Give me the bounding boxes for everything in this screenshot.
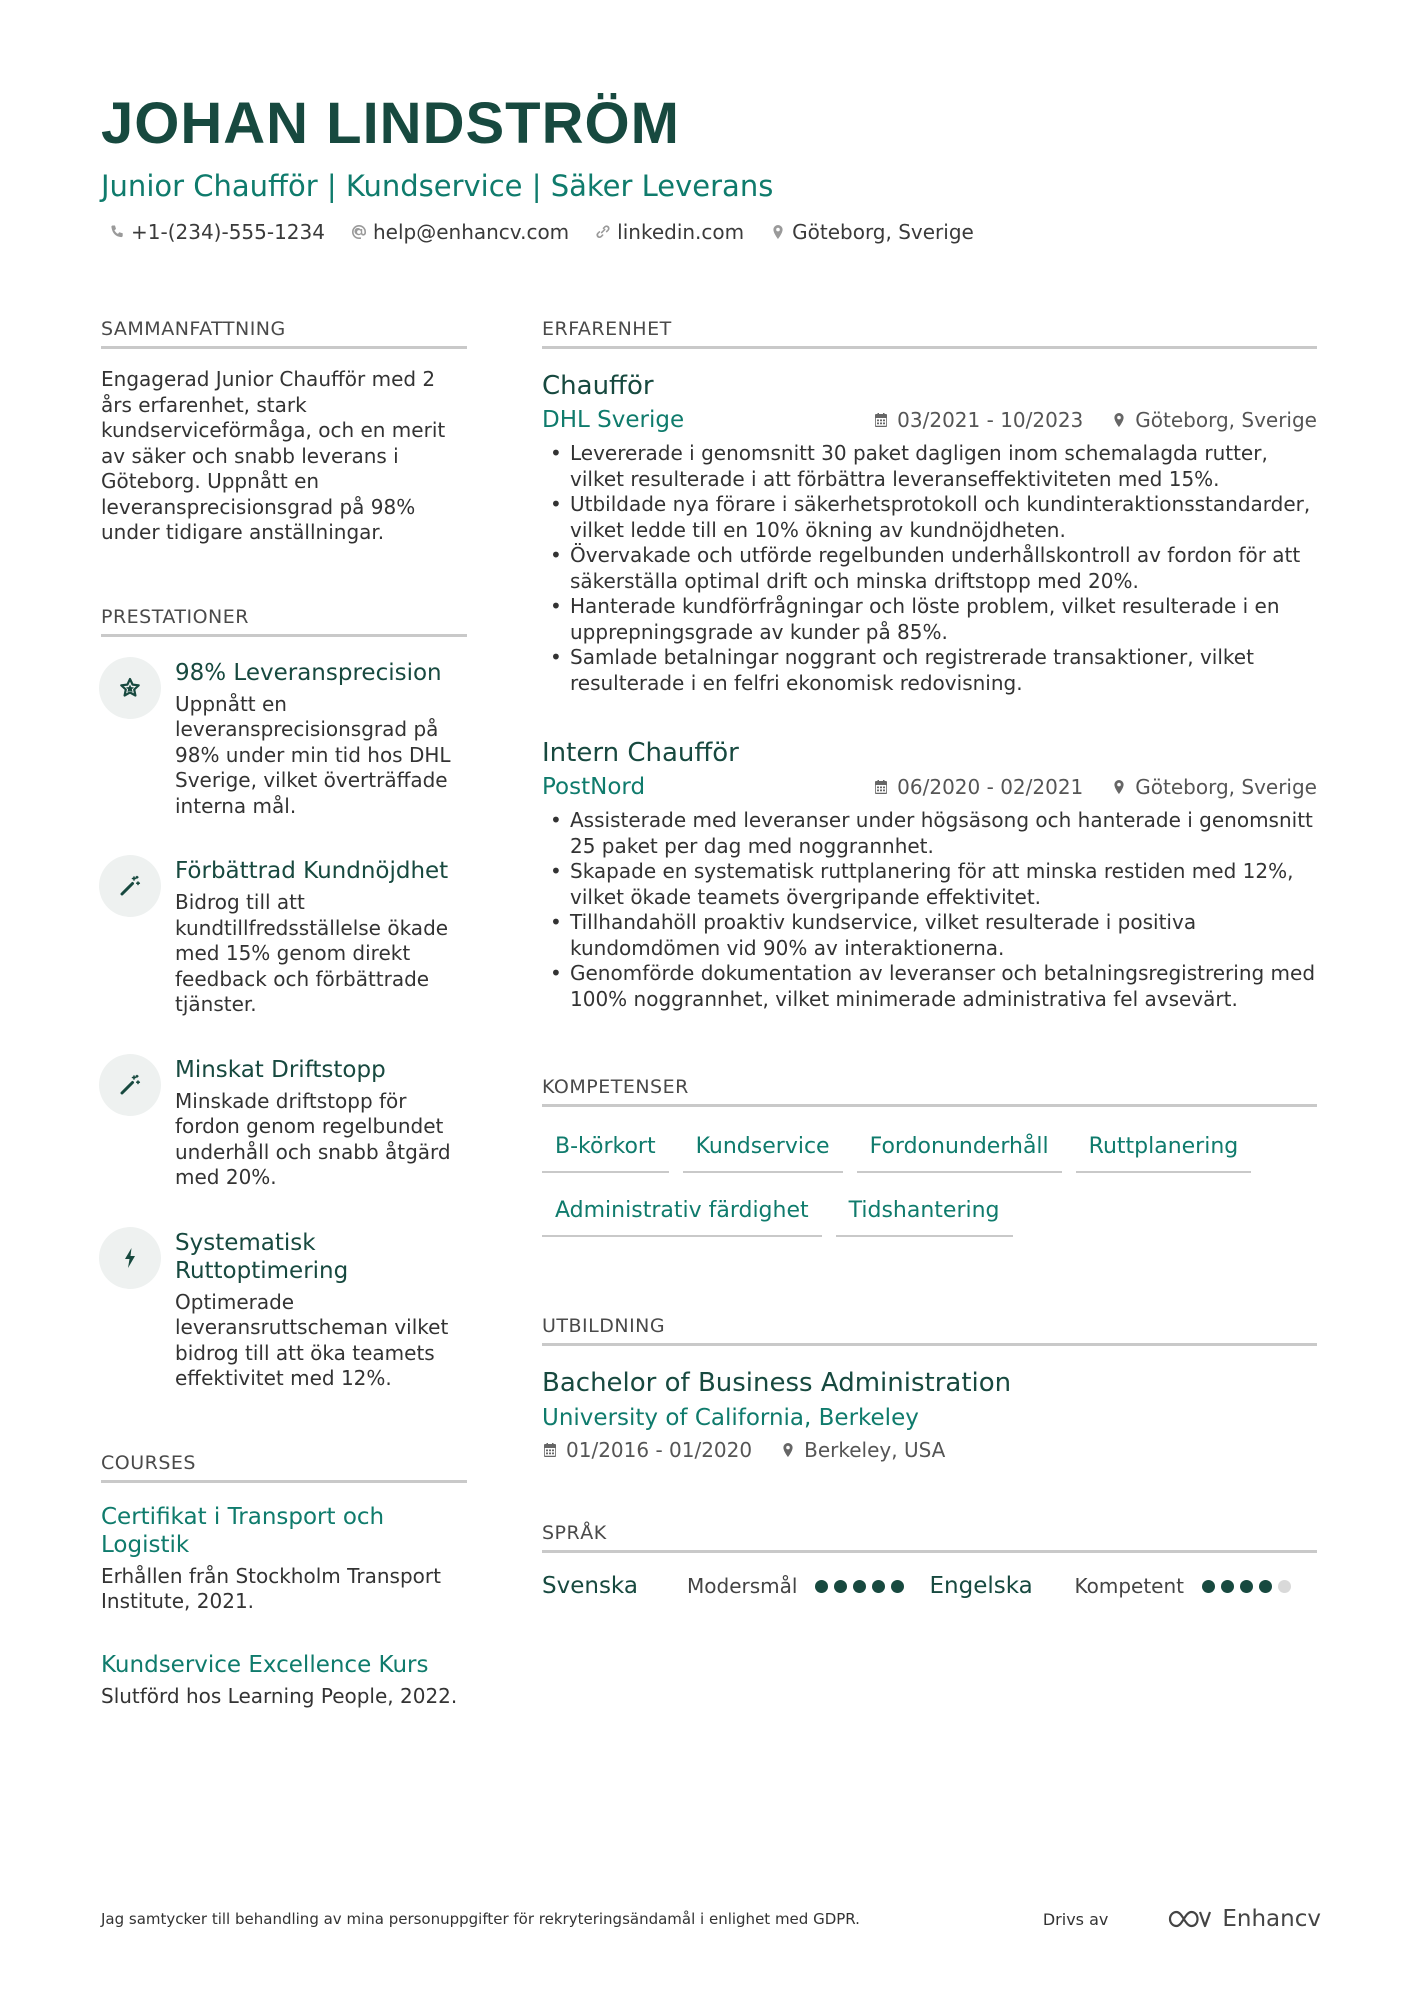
job-bullet: • Assisterade med leveranser under högsäsong och hanterade i genomsnitt 25 paket per dag med noggrannhet. [542, 808, 1317, 859]
job-bullet: • Hanterade kundförfrågningar och löste problem, vilket resulterade i en upprepningsgrade av kunder på 85%. [542, 594, 1317, 645]
gdpr-consent: Jag samtycker till behandling av mina personuppgifter för rekryteringsändamål i enlighet med GDPR. [101, 1910, 860, 1928]
course-title: Kundservice Excellence Kurs [101, 1651, 429, 1678]
powered-by [1043, 1906, 1321, 1932]
rating-dot-filled [1240, 1580, 1253, 1593]
courses-heading: COURSES [101, 1452, 467, 1483]
job-company: DHL Sverige [542, 407, 685, 433]
achievement-item [101, 855, 467, 1018]
languages-heading: SPRÅK [542, 1522, 1317, 1553]
achievement-title: Minskat Driftstopp [175, 1056, 386, 1083]
rating-dot-filled [815, 1580, 828, 1593]
experience-section [542, 318, 1317, 1012]
course-desc: Erhållen från Stockholm Transport Institute, 2021. [101, 1563, 441, 1613]
page-footer [101, 1906, 1321, 1932]
phone-icon [109, 224, 125, 240]
education-location-text: Berkeley, USA [804, 1438, 946, 1462]
achievement-item [101, 1227, 467, 1392]
language-item [930, 1573, 1318, 1599]
education-location [780, 1438, 945, 1462]
experience-heading: ERFARENHET [542, 318, 1317, 349]
achievement-title: Förbättrad Kundnöjdhet [175, 858, 449, 884]
summary-heading: SAMMANFATTNING [101, 318, 467, 349]
job-company: PostNord [542, 774, 646, 800]
job-title: Chaufför [542, 371, 654, 401]
resume-header [101, 88, 1321, 244]
map-pin-icon [780, 1442, 796, 1458]
job-meta [542, 405, 1317, 435]
achievements-section [101, 606, 467, 1392]
language-level: Modersmål [687, 1574, 798, 1598]
course-desc: Slutförd hos Learning People, 2022. [101, 1683, 458, 1708]
email-text[interactable]: help@enhancv.com [372, 220, 570, 244]
job-title: Intern Chaufför [542, 738, 739, 768]
candidate-name: JOHAN LINDSTRÖM [101, 91, 680, 156]
map-pin-icon [1111, 412, 1127, 428]
achievement-body [175, 855, 467, 1018]
job-dates-text: 06/2020 - 02/2021 [897, 775, 1084, 799]
course-item [101, 1503, 467, 1615]
achievement-title: 98% Leveransprecision [175, 659, 442, 686]
map-pin-icon [1111, 779, 1127, 795]
star-icon [118, 676, 142, 700]
job-bullet: • Övervakade och utförde regelbunden underhållskontroll av fordon för att säkerställa optimal drift och minska driftstopp med 20%. [542, 543, 1317, 594]
language-name: Svenska [542, 1573, 638, 1599]
achievement-body [175, 1054, 467, 1191]
magic-wand-icon [118, 1073, 142, 1097]
contact-phone [109, 220, 325, 244]
achievement-desc: Bidrog till att kundtillfredsställelse ökade med 15% genom direkt feedback och förbättrade tjänster. [175, 890, 449, 1016]
rating-dot-filled [872, 1580, 885, 1593]
language-rating [815, 1580, 904, 1593]
education-degree: Bachelor of Business Administration [542, 1368, 1012, 1398]
education-dates-text: 01/2016 - 01/2020 [566, 1438, 753, 1462]
job-meta-right [873, 775, 1317, 799]
achievement-desc: Optimerade leveransruttscheman vilket bidrog till att öka teamets effektivitet med 12%. [175, 1289, 449, 1390]
achievement-item [101, 657, 467, 820]
contact-bar [101, 220, 1321, 244]
education-heading: UTBILDNING [542, 1315, 1317, 1346]
brand-logo[interactable] [1166, 1906, 1321, 1932]
phone-text[interactable]: +1-(234)-555-1234 [131, 220, 325, 244]
achievement-item [101, 1054, 467, 1191]
job-bullet: • Levererade i genomsnitt 30 paket dagligen inom schemalagda rutter, vilket resulterade i att förbättra leveranseffektiviteten med 15%. [542, 441, 1317, 492]
job-entry [542, 736, 1317, 1012]
job-location-text: Göteborg, Sverige [1135, 775, 1317, 799]
job-bullet: • Utbildade nya förare i säkerhetsprotokoll och kundinteraktionsstandarder, vilket ledde till en 10% ökning av kundnöjdheten. [542, 492, 1317, 543]
job-meta [542, 772, 1317, 802]
language-item [542, 1573, 930, 1599]
languages-list [542, 1573, 1317, 1599]
candidate-tagline: Junior Chaufför | Kundservice | Säker Leverans [101, 169, 774, 203]
achievement-icon-wrap [99, 855, 161, 917]
skill-tag: Administrativ färdighet [542, 1193, 822, 1237]
achievement-body [175, 657, 467, 820]
language-rating [1202, 1580, 1291, 1593]
link-icon [595, 224, 611, 240]
summary-text: Engagerad Junior Chaufför med 2 års erfarenhet, stark kundserviceförmåga, och en merit av säker och snabb leverans i Göteborg. Uppnått en leveransprecisionsgrad på 98% under tidigare anställningar. [101, 367, 446, 544]
left-column [101, 318, 467, 1709]
language-level: Kompetent [1074, 1574, 1185, 1598]
skill-tag: B-körkort [542, 1129, 669, 1173]
course-title: Certifikat i Transport och Logistik [101, 1503, 385, 1558]
skills-heading: KOMPETENSER [542, 1076, 1317, 1107]
calendar-icon [873, 412, 889, 428]
job-dates [873, 408, 1083, 432]
summary-section [101, 318, 467, 546]
job-bullets [542, 808, 1317, 1012]
calendar-icon [542, 1442, 558, 1458]
right-column [542, 318, 1317, 1599]
job-dates-text: 03/2021 - 10/2023 [897, 408, 1084, 432]
education-meta [542, 1438, 1317, 1462]
skills-section [542, 1076, 1317, 1237]
education-dates [542, 1438, 752, 1462]
skill-tag: Ruttplanering [1076, 1129, 1252, 1173]
achievement-title: Systematisk Ruttoptimering [175, 1229, 349, 1284]
location-text: Göteborg, Sverige [792, 220, 974, 244]
rating-dot-filled [1221, 1580, 1234, 1593]
job-bullet: • Samlade betalningar noggrant och registrerade transaktioner, vilket resulterade i en felfri ekonomisk redovisning. [542, 645, 1317, 696]
lightning-icon [118, 1246, 142, 1270]
linkedin-text[interactable]: linkedin.com [617, 220, 745, 244]
job-bullet: • Skapade en systematisk ruttplanering för att minska restiden med 12%, vilket ökade teamets övergripande effektivitet. [542, 859, 1317, 910]
skill-tag: Tidshantering [836, 1193, 1013, 1237]
job-entry [542, 369, 1317, 696]
achievement-icon-wrap [99, 1227, 161, 1289]
language-name: Engelska [929, 1573, 1033, 1599]
rating-dot-empty [1278, 1580, 1291, 1593]
at-icon [351, 224, 367, 240]
rating-dot-filled [834, 1580, 847, 1593]
rating-dot-filled [853, 1580, 866, 1593]
course-item [101, 1651, 467, 1710]
achievement-desc: Uppnått en leveransprecisionsgrad på 98% under min tid hos DHL Sverige, vilket överträffade interna mål. [175, 691, 451, 818]
calendar-icon [873, 779, 889, 795]
map-pin-icon [770, 224, 786, 240]
job-bullets [542, 441, 1317, 696]
job-bullet: • Genomförde dokumentation av leveranser och betalningsregistrering med 100% noggrannhet, vilket minimerade administrativa fel avsevärt. [542, 961, 1317, 1012]
skill-tag: Fordonunderhåll [857, 1129, 1062, 1173]
job-location-text: Göteborg, Sverige [1135, 408, 1317, 432]
languages-section [542, 1522, 1317, 1599]
achievement-icon-wrap [99, 1054, 161, 1116]
achievement-desc: Minskade driftstopp för fordon genom regelbundet underhåll och snabb åtgärd med 20%. [175, 1088, 451, 1189]
job-bullet: • Tillhandahöll proaktiv kundservice, vilket resulterade i positiva kundomdömen vid 90% av interaktionerna. [542, 910, 1317, 961]
enhancv-logo-icon [1166, 1907, 1214, 1931]
skills-list [542, 1129, 1317, 1237]
rating-dot-filled [891, 1580, 904, 1593]
contact-email [351, 220, 569, 244]
job-location [1111, 775, 1317, 799]
brand-name: Enhancv [1222, 1906, 1321, 1932]
magic-wand-icon [118, 874, 142, 898]
achievements-heading: PRESTATIONER [101, 606, 467, 637]
job-dates [873, 775, 1083, 799]
education-section [542, 1315, 1317, 1462]
rating-dot-filled [1202, 1580, 1215, 1593]
skill-tag: Kundservice [683, 1129, 843, 1173]
achievement-body [175, 1227, 467, 1392]
courses-section [101, 1452, 467, 1710]
education-school: University of California, Berkeley [542, 1405, 919, 1431]
achievement-icon-wrap [99, 657, 161, 719]
contact-linkedin [595, 220, 744, 244]
powered-by-label: Drivs av [1042, 1909, 1109, 1929]
rating-dot-filled [1259, 1580, 1272, 1593]
job-meta-right [873, 408, 1317, 432]
contact-location [770, 220, 974, 244]
job-location [1111, 408, 1317, 432]
